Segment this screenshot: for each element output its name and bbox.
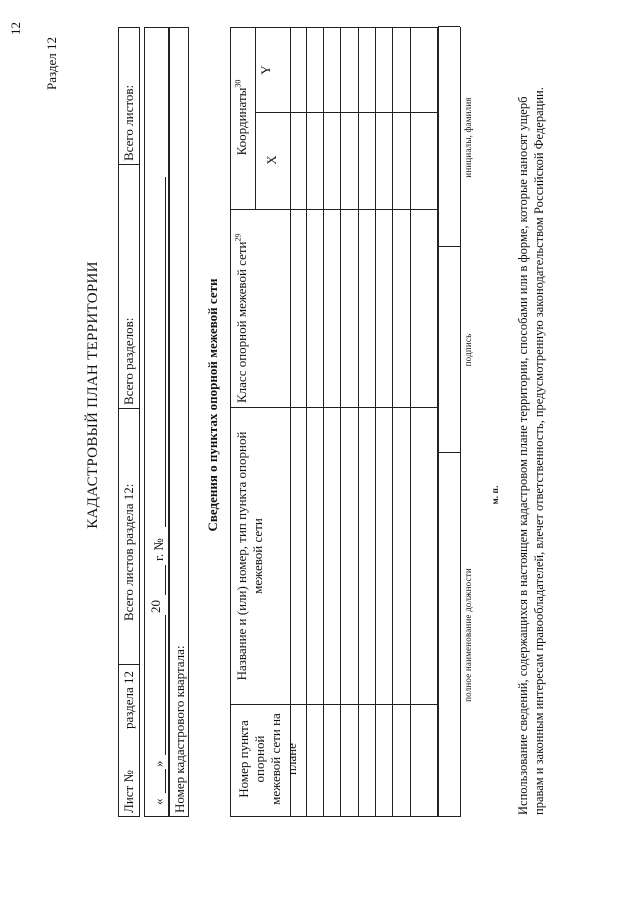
name-caption: инициалы, фамилия <box>463 97 473 178</box>
col-divider <box>230 407 438 408</box>
total-sections-label: Всего разделов: <box>121 317 136 405</box>
col-header-x: X <box>264 155 279 165</box>
legal-notice <box>515 25 547 815</box>
row-line <box>340 27 341 817</box>
date-year-blank <box>165 565 166 595</box>
signature-bottom-line <box>460 27 461 817</box>
footnote-ref-30: 30 <box>233 79 243 88</box>
col-header-point-name-type: Название и (или) номер, тип пункта опорной межевой сети <box>234 431 265 681</box>
col-divider <box>230 209 438 210</box>
signature-top-line <box>438 27 439 817</box>
row-line <box>306 27 307 817</box>
date-close-quote: » <box>151 760 166 767</box>
date-month-blank <box>165 615 166 755</box>
page-number: 12 <box>8 22 23 35</box>
footnote-ref-29: 29 <box>233 233 243 242</box>
col-header-network-class-text: Класс опорной межевой сети <box>234 241 249 403</box>
block-number-label: Номер кадастрового квартала: <box>172 645 187 813</box>
row-line <box>375 27 376 817</box>
col-header-coordinates <box>234 30 249 205</box>
legal-notice-line-2: правам и законным интересам правообладателей, влечет ответственность, предусмотренную законодательством Российской Федерации. <box>532 87 546 815</box>
section-ref-label: раздела 12 <box>121 670 136 729</box>
col-header-coordinates-text: Координаты <box>234 87 249 156</box>
row-line <box>392 27 393 817</box>
section-label: Раздел 12 <box>44 36 59 90</box>
signature-left-edge <box>438 816 460 817</box>
sheets-in-section-label: Всего листов раздела 12: <box>121 483 136 621</box>
sheet-no-label: Лист № <box>121 770 136 813</box>
seal-place-label: м. п. <box>490 485 500 505</box>
header-divider <box>118 408 140 409</box>
form-title: КАДАСТРОВЫЙ ПЛАН ТЕРРИТОРИИ <box>85 261 101 529</box>
signature-right-edge <box>438 26 460 27</box>
col-header-network-class <box>234 233 249 403</box>
date-open-quote: « <box>151 798 166 805</box>
position-caption: полное наименование должности <box>463 568 473 702</box>
coord-subheader-line <box>255 27 256 210</box>
date-day-blank <box>165 769 166 793</box>
row-line <box>410 27 411 817</box>
total-sheets-label: Всего листов: <box>121 84 136 161</box>
date-number-label: г. № <box>151 538 166 561</box>
row-line <box>323 27 324 817</box>
col-header-y: Y <box>258 65 273 75</box>
legal-notice-line-1: Использование сведений, содержащихся в настоящем кадастровом плане территории, способами или в форме, которые наносят ущерб <box>516 96 530 815</box>
signature-caption: подпись <box>463 333 473 367</box>
header-bottom-line <box>290 27 291 817</box>
signature-divider <box>438 246 460 247</box>
header-divider <box>118 164 140 165</box>
col-divider <box>230 704 438 705</box>
date-year-prefix: 20 <box>148 600 163 613</box>
row-line <box>358 27 359 817</box>
signature-divider <box>438 452 460 453</box>
header-divider <box>118 664 140 665</box>
date-number-blank <box>165 177 166 527</box>
table-caption: Сведения о пунктах опорной межевой сети <box>205 278 220 532</box>
col-header-point-number: Номер пункта опорной межевой сети на плане <box>236 713 299 805</box>
